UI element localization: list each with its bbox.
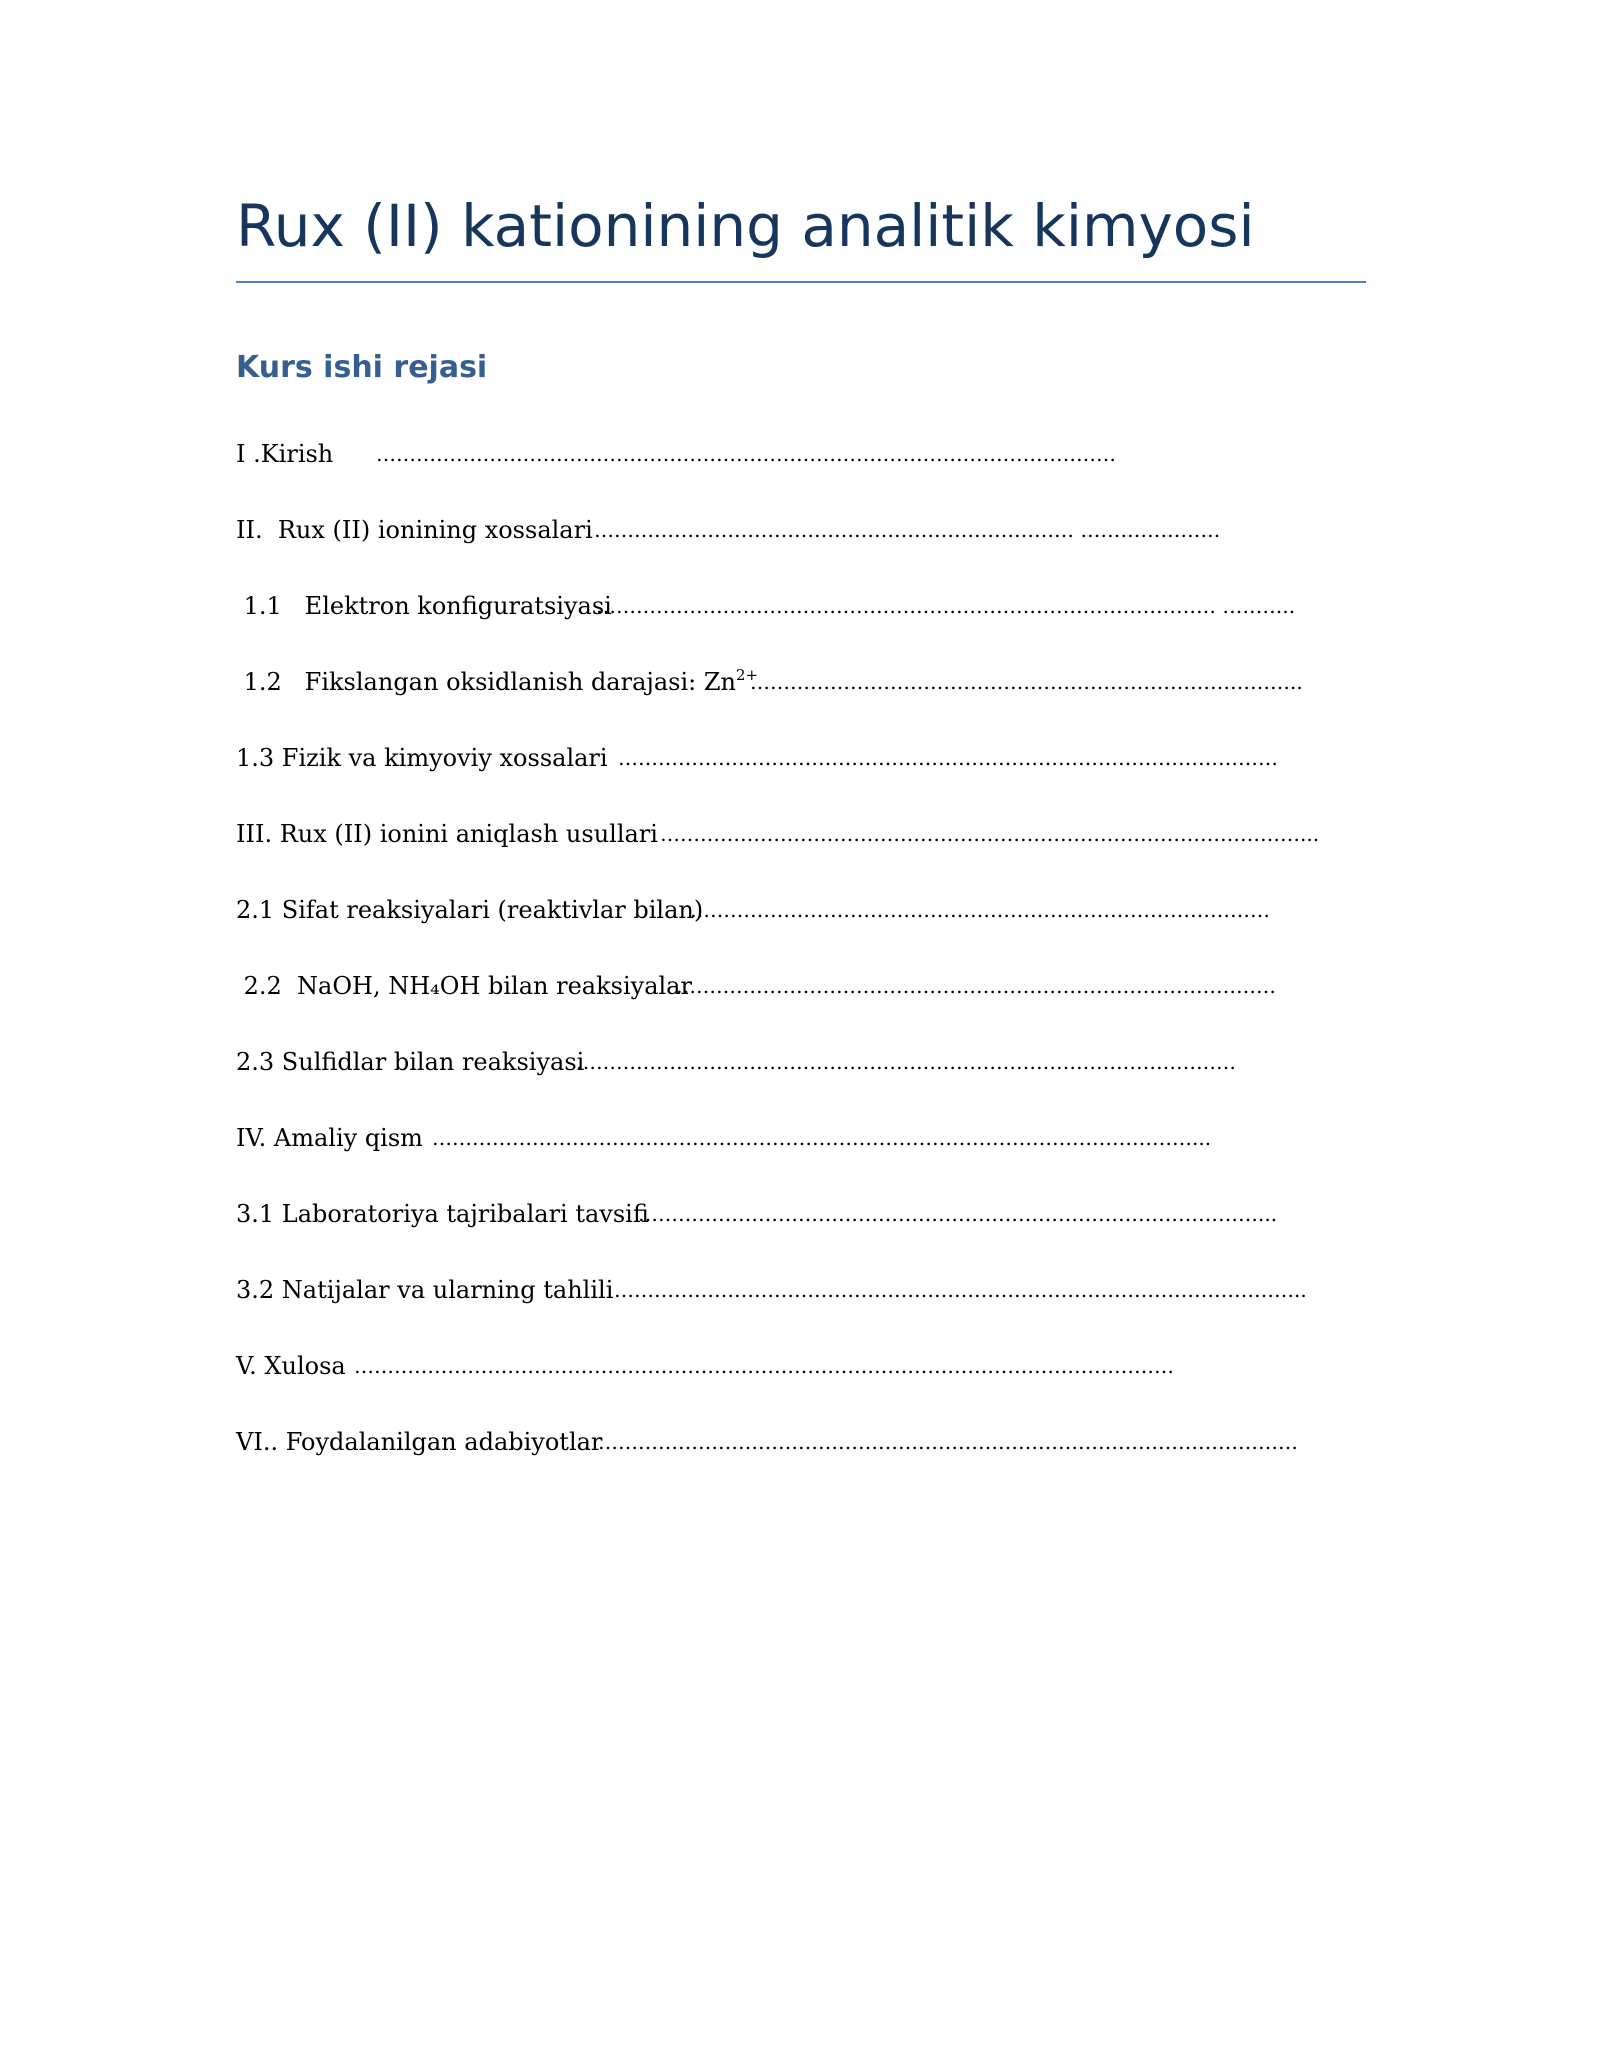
toc-leader-dots: ……………………………………………………………………………………... <box>660 822 1320 846</box>
toc-item-xossalari <box>236 510 1221 550</box>
toc-leader-dots: …………………………………………………………………………………………………………… <box>354 1354 1174 1378</box>
section-heading: Kurs ishi rejasi <box>236 350 488 385</box>
toc-leader-dots: ……………………………………………………………………………………………………... <box>432 1126 1212 1150</box>
toc-leader-dots: ……………………………………………………………………….. <box>750 670 1303 694</box>
toc-item-label: III. Rux (II) ionini aniqlash usullari <box>236 820 658 848</box>
toc-item-natijalar <box>236 1270 1307 1310</box>
toc-leader-dots: ……………………………………………………………………………… <box>676 974 1276 998</box>
toc-item-label: V. Xulosa <box>236 1352 346 1380</box>
toc-item-sifat-reaksiyalari <box>236 890 1270 930</box>
toc-item-label: 2.3 Sulfidlar bilan reaksiyasi <box>236 1048 585 1076</box>
toc-item-label: 3.2 Natijalar va ularning tahlili <box>236 1276 614 1304</box>
toc-item-label: IV. Amaliy qism <box>236 1124 423 1152</box>
toc-item-adabiyotlar <box>236 1422 1298 1462</box>
toc-item-label: II. Rux (II) ionining xossalari <box>236 516 593 544</box>
toc-leader-dots: ………………………………………………………………………………………….. <box>614 1278 1307 1302</box>
toc-item-aniqlash-usullari <box>236 814 1320 854</box>
toc-item-label: 1.3 Fizik va kimyoviy xossalari <box>236 744 608 772</box>
toc-item-label: I .Kirish <box>236 440 334 468</box>
toc-item-naoh-reaksiyalar <box>236 966 1276 1006</box>
superscript-charge: 2+ <box>735 666 759 684</box>
toc-leader-dots: …………………………………………………………………………… <box>690 898 1270 922</box>
toc-leader-dots: ………………………………………………………………………………… ……….. <box>596 594 1296 618</box>
toc-leader-dots: ……………………………………………………………………………………… <box>576 1050 1236 1074</box>
toc-item-sulfidlar <box>236 1042 1236 1082</box>
toc-item-oksidlanish-darajasi <box>236 662 1303 702</box>
toc-item-xulosa <box>236 1346 1174 1386</box>
toc-item-label: 2.2 NaOH, NH₄OH bilan reaksiyalar <box>236 972 692 1000</box>
toc-leader-dots: ……………………………………………………………… ………………… <box>594 518 1221 542</box>
toc-leader-dots: …………………………………………………………………………………... <box>638 1202 1278 1226</box>
toc-item-elektron-konfiguratsiya <box>236 586 1296 626</box>
toc-item-laboratoriya <box>236 1194 1278 1234</box>
toc-item-amaliy-qism <box>236 1118 1212 1158</box>
toc-item-label: VI.. Foydalanilgan adabiyotlar <box>236 1428 603 1456</box>
toc-item-label: 2.1 Sifat reaksiyalari (reaktivlar bilan) <box>236 896 704 924</box>
title-underline <box>236 281 1366 283</box>
toc-item-fizik-kimyoviy <box>236 738 1278 778</box>
toc-leader-dots: ……………………………………………………………………………………… <box>618 746 1278 770</box>
toc-item-label: 3.1 Laboratoriya tajribalari tavsifi <box>236 1200 649 1228</box>
toc-leader-dots: …………………………………………………………………………………………… <box>598 1430 1298 1454</box>
toc-item-label: 1.2 Fikslangan oksidlanish darajasi: Zn <box>236 668 736 696</box>
document-title: Rux (II) kationining analitik kimyosi <box>236 192 1255 260</box>
toc-item-kirish <box>236 434 1116 474</box>
toc-leader-dots: ………………………………………………………………………………………………… <box>376 442 1116 466</box>
toc-item-label: 1.1 Elektron konfiguratsiyasi <box>236 592 612 620</box>
